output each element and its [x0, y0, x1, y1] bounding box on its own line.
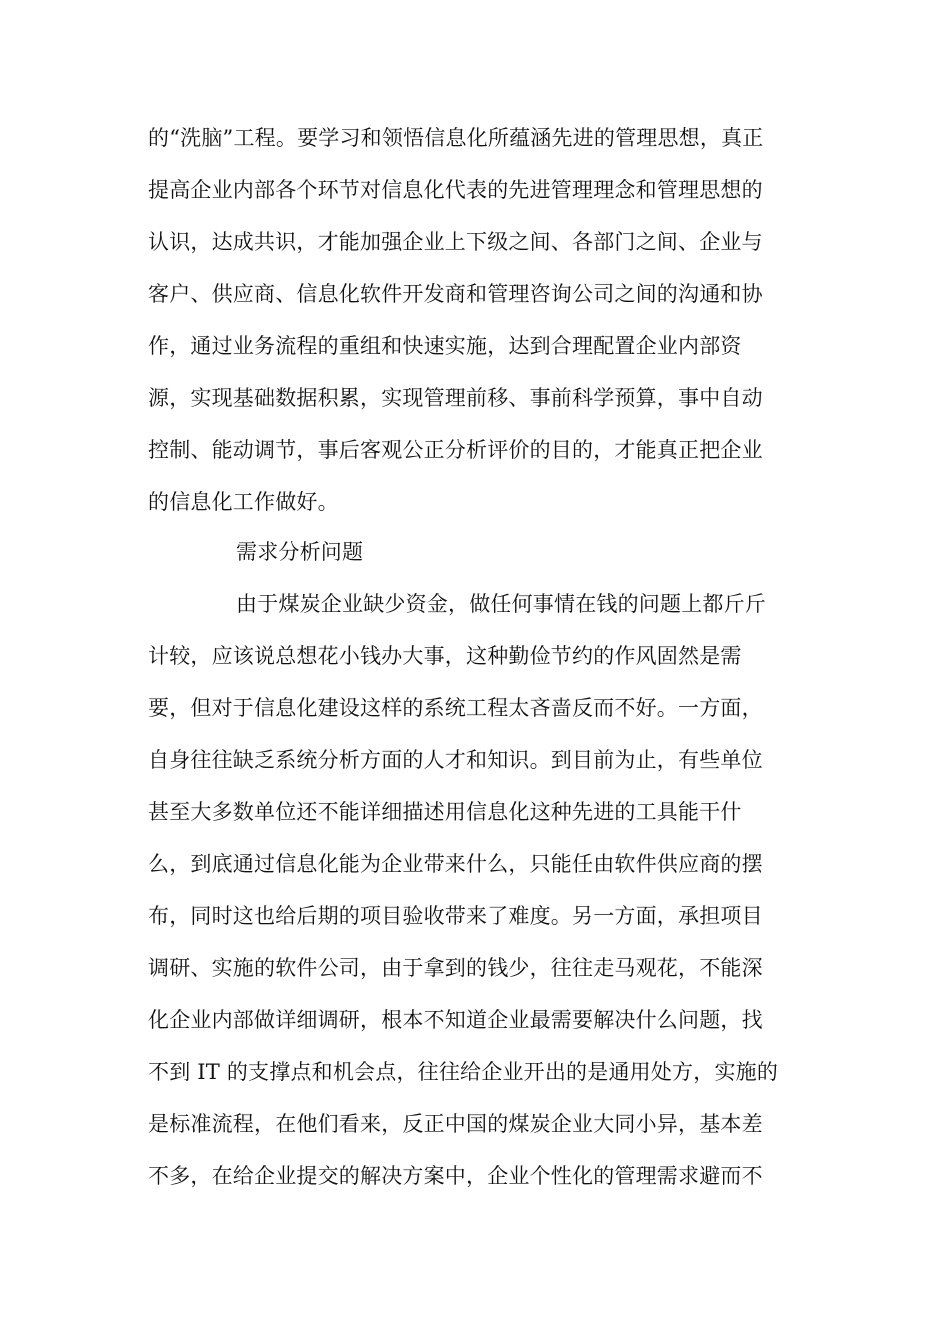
- text-line: 调研、实施的软件公司，由于拿到的钱少，往往走马观花，不能深: [148, 956, 763, 980]
- paragraph-requirements-analysis: [148, 578, 808, 1202]
- text-line: 源，实现基础数据积累，实现管理前移、事前科学预算，事中自动: [148, 386, 763, 410]
- text-line: 作，通过业务流程的重组和快速实施，达到合理配置企业内部资: [148, 334, 742, 358]
- text-line: 不多，在给企业提交的解决方案中，企业个性化的管理需求避而不: [148, 1164, 763, 1188]
- text-line: 么，到底通过信息化能为企业带来什么，只能任由软件供应商的摆: [148, 852, 763, 876]
- text-line: 计较，应该说总想花小钱办大事，这种勤俭节约的作风固然是需: [148, 644, 742, 668]
- text-line: 自身往往缺乏系统分析方面的人才和知识。到目前为止，有些单位: [148, 748, 763, 772]
- text-line: 不到 IT 的支撑点和机会点，往往给企业开出的是通用处方，实施的: [148, 1060, 779, 1084]
- section-heading-text: 需求分析问题: [236, 540, 364, 564]
- text-line: 的“洗脑”工程。要学习和领悟信息化所蕴涵先进的管理思想，真正: [148, 126, 764, 150]
- text-line: 化企业内部做详细调研，根本不知道企业最需要解决什么问题，找: [148, 1008, 763, 1032]
- section-heading: [148, 526, 808, 578]
- text-line: 控制、能动调节，事后客观公正分析评价的目的，才能真正把企业: [148, 438, 763, 462]
- paragraph-informatization-concept: [148, 112, 808, 528]
- text-line: 由于煤炭企业缺少资金，做任何事情在钱的问题上都斤斤: [236, 592, 766, 616]
- text-line: 甚至大多数单位还不能详细描述用信息化这种先进的工具能干什: [148, 800, 742, 824]
- text-line: 客户、供应商、信息化软件开发商和管理咨询公司之间的沟通和协: [148, 282, 763, 306]
- text-line: 认识，达成共识，才能加强企业上下级之间、各部门之间、企业与: [148, 230, 763, 254]
- text-line: 是标准流程，在他们看来，反正中国的煤炭企业大同小异，基本差: [148, 1112, 763, 1136]
- text-line: 的信息化工作做好。: [148, 490, 339, 514]
- text-line: 提高企业内部各个环节对信息化代表的先进管理理念和管理思想的: [148, 178, 763, 202]
- text-line: 布，同时这也给后期的项目验收带来了难度。另一方面，承担项目: [148, 904, 763, 928]
- text-line: 要，但对于信息化建设这样的系统工程太吝啬反而不好。一方面，: [148, 696, 763, 720]
